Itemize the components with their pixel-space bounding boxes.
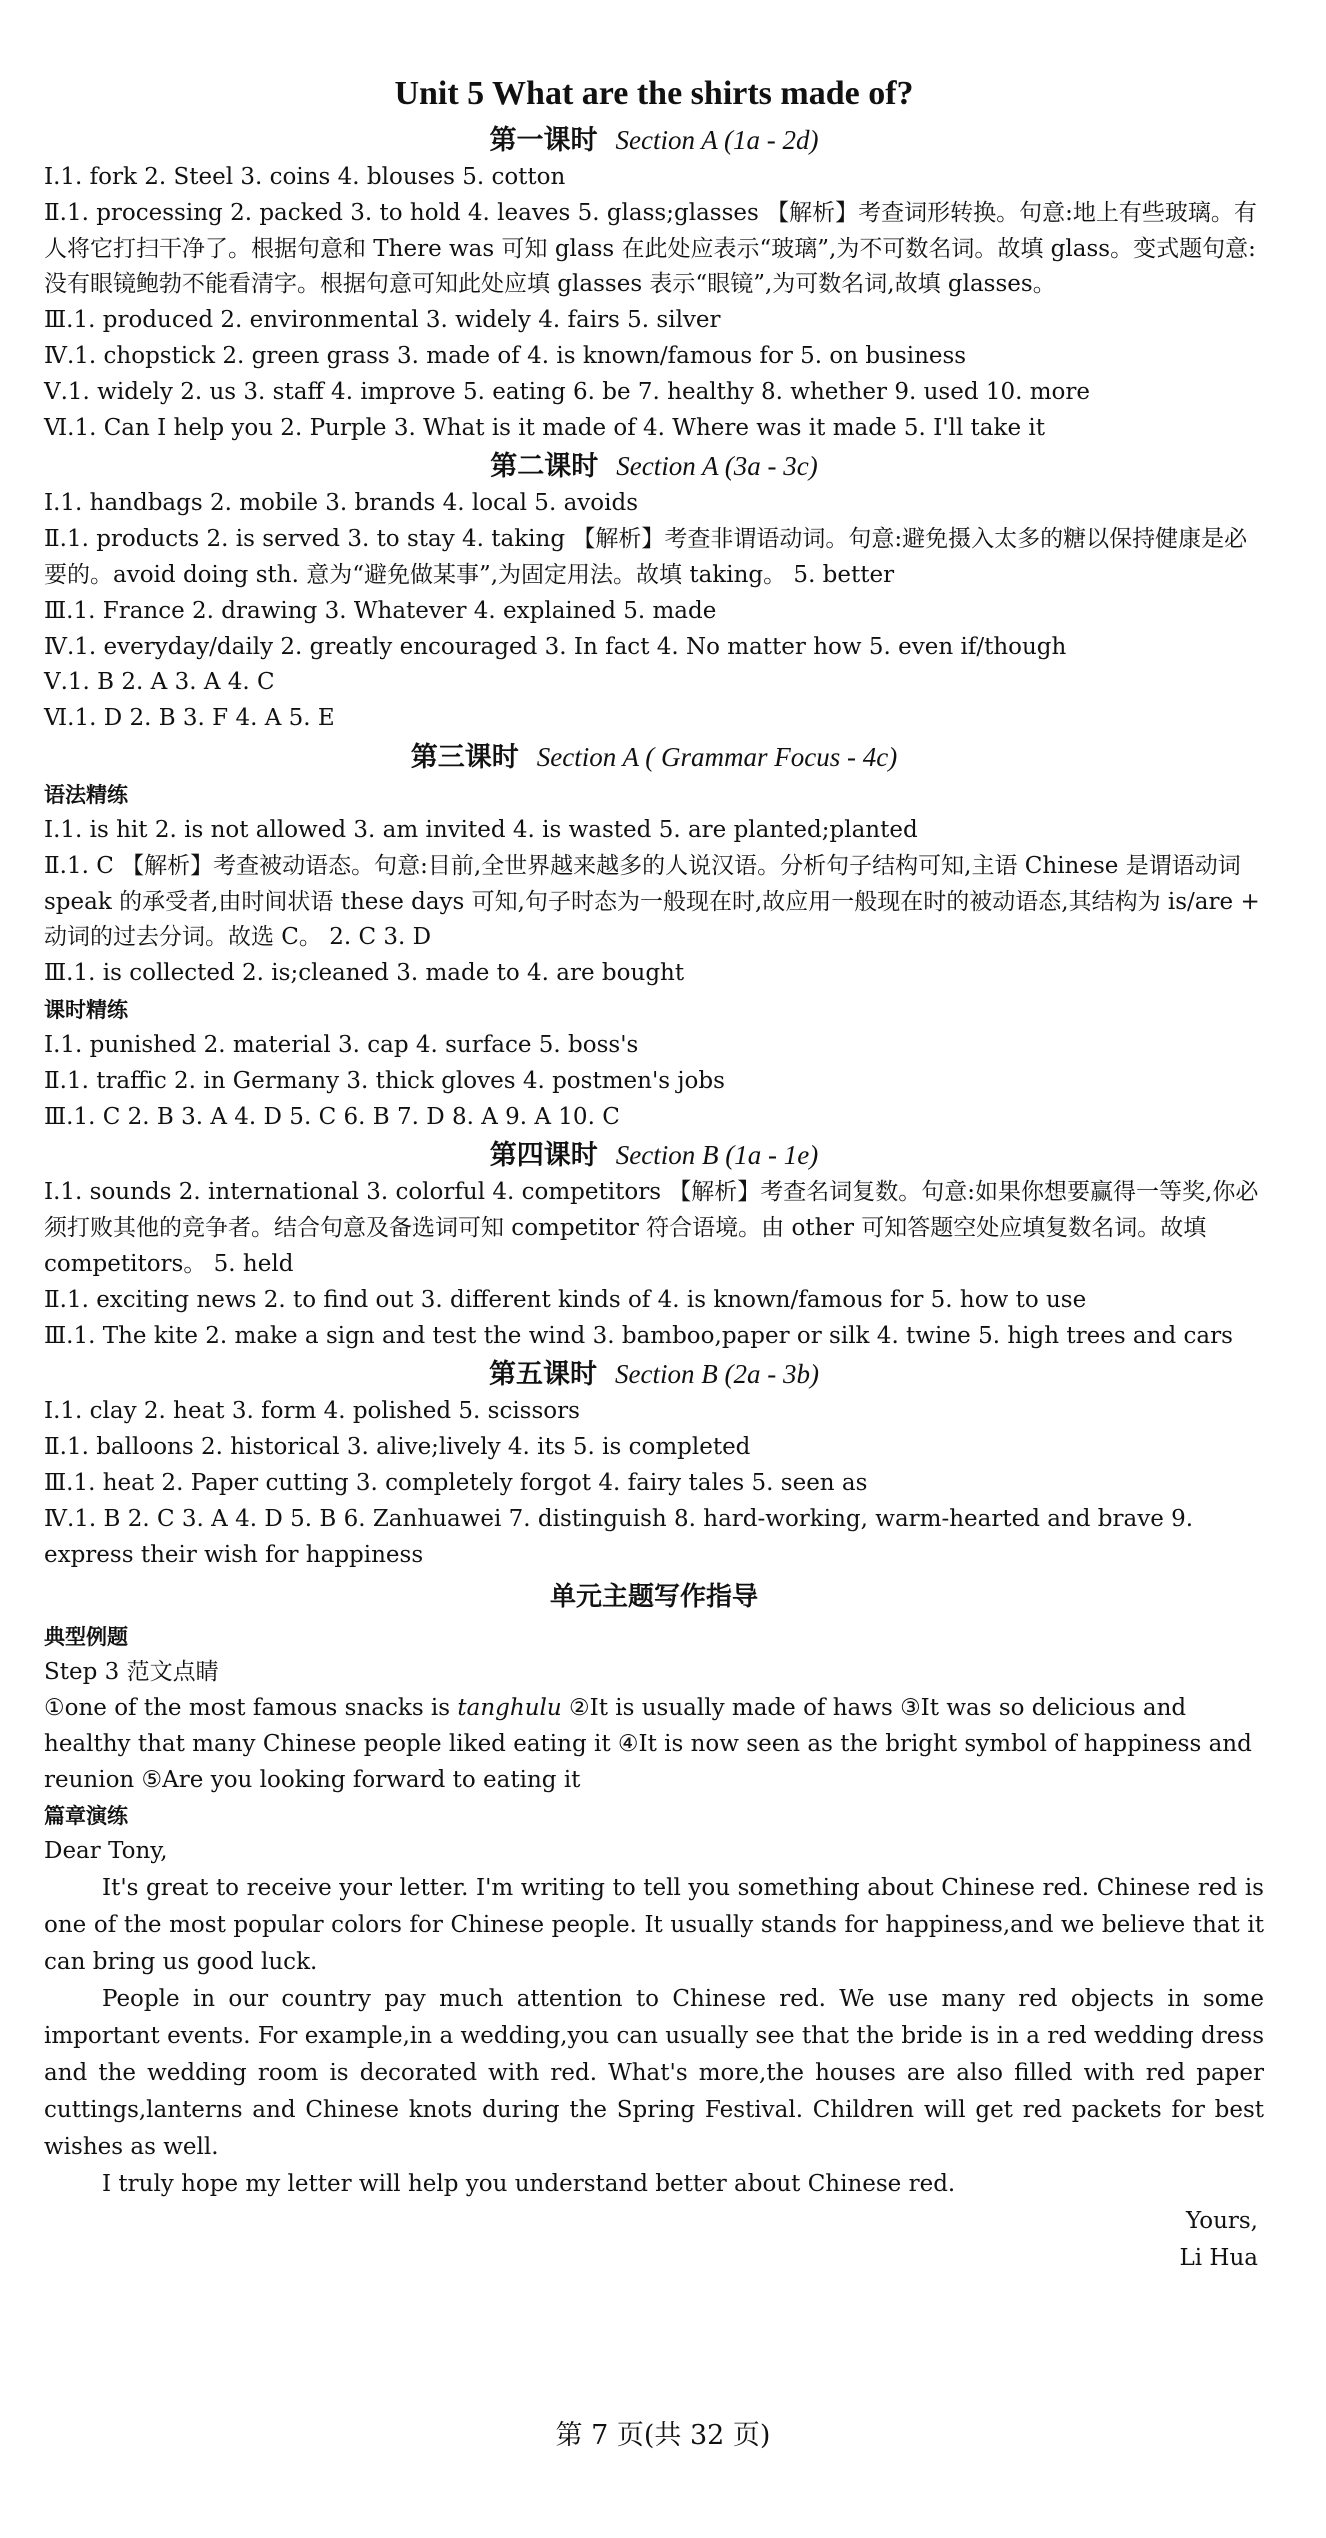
model-answers <box>44 1691 1264 1798</box>
lesson-en: Section A ( Grammar Focus - 4c) <box>536 741 898 772</box>
lesson-zh: 第四课时 <box>489 1140 598 1171</box>
lesson-en: Section B (2a - 3b) <box>615 1359 819 1390</box>
practice-section-label: 篇章演练 <box>44 1804 128 1829</box>
lesson-1-answers <box>44 160 1264 446</box>
model-answers-rest: ②It is usually made of haws ③It was so delicious and healthy that many Chinese people liked eating it ④It is now seen as the bright symbol of happiness and reunion ⑤Are you looking forward to eating it <box>44 1695 1252 1793</box>
answer-line: Ⅳ.1. B 2. C 3. A 4. D 5. B 6. Zanhuawei 7. distinguish 8. hard-working, warm-hearted and brave 9. express their wish for happiness <box>44 1505 1194 1568</box>
lesson-zh: 第二课时 <box>490 451 599 482</box>
answer-line: Ⅲ.1. C 2. B 3. A 4. D 5. C 6. B 7. D 8. A 9. A 10. C <box>44 1103 620 1130</box>
answer-line: Ⅱ.1. balloons 2. historical 3. alive;lively 4. its 5. is completed <box>44 1434 751 1461</box>
answer-line: Ⅲ.1. produced 2. environmental 3. widely 4. fairs 5. silver <box>44 307 721 334</box>
lesson-heading-5 <box>44 1354 1264 1394</box>
lesson-heading-1 <box>44 120 1264 160</box>
lesson-3-grammar-answers <box>44 813 1264 992</box>
answer-line: Ⅰ.1. fork 2. Steel 3. coins 4. blouses 5. cotton <box>44 164 566 190</box>
letter-paragraph: It's great to receive your letter. I'm writing to tell you something about Chinese red. Chinese red is one of the most popular colors for Chinese people. It usually stands for happiness,and we believe that it can bring us good luck. <box>44 1875 1264 1976</box>
lesson-heading-2 <box>44 446 1264 486</box>
answer-line: Ⅱ.1. products 2. is served 3. to stay 4. taking 【解析】考查非谓语动词。句意:避免摄入太多的糖以保持健康是必要的。avoid doing sth. 意为“避免做某事”,为固定用法。故填 taking。 5. better <box>44 526 1248 588</box>
answer-line: Ⅲ.1. is collected 2. is;cleaned 3. made to 4. are bought <box>44 960 685 987</box>
lesson-2-answers <box>44 486 1264 737</box>
answer-line: Ⅵ.1. Can I help you 2. Purple 3. What is it made of 4. Where was it made 5. I'll take it <box>44 414 1045 441</box>
unit-title: Unit 5 What are the shirts made of? <box>394 75 914 112</box>
lesson-heading-4 <box>44 1135 1264 1175</box>
model-answer-1-italic: tanghulu <box>457 1695 562 1722</box>
answer-line: Ⅳ.1. chopstick 2. green grass 3. made of 4. is known/famous for 5. on business <box>44 342 967 369</box>
lesson-en: Section A (3a - 3c) <box>616 451 818 482</box>
answer-line: Ⅴ.1. B 2. A 3. A 4. C <box>44 669 275 696</box>
answer-line: Ⅴ.1. widely 2. us 3. staff 4. improve 5. eating 6. be 7. healthy 8. whether 9. used 10. more <box>44 378 1091 405</box>
lesson-heading-3 <box>44 737 1264 777</box>
answer-line: Ⅳ.1. everyday/daily 2. greatly encouraged 3. In fact 4. No matter how 5. even if/though <box>44 633 1067 660</box>
answer-line: Ⅰ.1. clay 2. heat 3. form 4. polished 5. scissors <box>44 1398 580 1425</box>
lesson-zh: 第三课时 <box>410 741 519 772</box>
lesson-5-answers <box>44 1394 1264 1573</box>
answer-line: Ⅵ.1. D 2. B 3. F 4. A 5. E <box>44 705 335 732</box>
model-answer-1: ①one of the most famous snacks is <box>44 1695 458 1722</box>
example-label: 典型例题 <box>44 1625 128 1650</box>
letter-paragraph: People in our country pay much attention to Chinese red. We use many red objects in some important events. For example,in a wedding,you can usually see that the bride is in a red wedding dress and the wedding room is decorated with red. What's more,the houses are also filled with red paper cuttings,lanterns and Chinese knots during the Spring Festival. Children will get red packets for best wishes as well. <box>44 1986 1264 2161</box>
lesson-4-answers <box>44 1175 1264 1354</box>
answer-line: Ⅱ.1. exciting news 2. to find out 3. different kinds of 4. is known/famous for 5. how to use <box>44 1286 1087 1313</box>
practice-label: 课时精练 <box>44 997 128 1022</box>
lesson-en: Section B (1a - 1e) <box>615 1140 819 1171</box>
answer-line: Ⅰ.1. sounds 2. international 3. colorful 4. competitors 【解析】考查名词复数。句意:如果你想要赢得一等奖,你必须打败其他的竞争者。结合句意及备选词可知 competitor 符合语境。由 other 可知答题空处应填复数名词。故填 competitors。 5. held <box>44 1179 1259 1277</box>
grammar-label: 语法精练 <box>44 782 128 807</box>
letter-closing: Yours, <box>1186 2208 1258 2235</box>
answer-line: Ⅲ.1. heat 2. Paper cutting 3. completely forgot 4. fairy tales 5. seen as <box>44 1469 868 1496</box>
answer-line: Ⅲ.1. France 2. drawing 3. Whatever 4. explained 5. made <box>44 597 717 624</box>
lesson-3-practice-answers <box>44 1028 1264 1135</box>
answer-line: Ⅱ.1. processing 2. packed 3. to hold 4. leaves 5. glass;glasses 【解析】考查词形转换。句意:地上有些玻璃。有人将它打扫干净了。根据句意和 There was 可知 glass 在此处应表示“玻璃”,为不可数名词。故填 glass。变式题句意:没有眼镜鲍勃不能看清字。根据句意可知此处应填 glasses 表示“眼镜”,为可数名词,故填 glasses。 <box>44 199 1257 298</box>
answer-line: Ⅰ.1. is hit 2. is not allowed 3. am invited 4. is wasted 5. are planted;planted <box>44 816 918 843</box>
letter-signature: Li Hua <box>1179 2245 1258 2272</box>
answer-line: Ⅰ.1. punished 2. material 3. cap 4. surface 5. boss's <box>44 1031 639 1058</box>
step-label: Step 3 范文点睛 <box>44 1659 219 1686</box>
lesson-en: Section A (1a - 2d) <box>615 125 819 155</box>
answer-line: Ⅱ.1. traffic 2. in Germany 3. thick gloves 4. postmen's jobs <box>44 1067 725 1094</box>
letter-paragraph: I truly hope my letter will help you understand better about Chinese red. <box>102 2171 956 2198</box>
lesson-zh: 第一课时 <box>489 125 598 155</box>
page-footer: 第 7 页(共 32 页) <box>555 2420 771 2451</box>
answer-line: Ⅲ.1. The kite 2. make a sign and test the wind 3. bamboo,paper or silk 4. twine 5. high trees and cars <box>44 1322 1233 1349</box>
writing-heading: 单元主题写作指导 <box>549 1582 758 1613</box>
answer-line: Ⅰ.1. handbags 2. mobile 3. brands 4. local 5. avoids <box>44 490 639 517</box>
lesson-zh: 第五课时 <box>489 1359 598 1390</box>
letter-greeting: Dear Tony, <box>44 1838 168 1865</box>
answer-line: Ⅱ.1. C 【解析】考查被动语态。句意:目前,全世界越来越多的人说汉语。分析句子结构可知,主语 Chinese 是谓语动词 speak 的承受者,由时间状语 these days 可知,句子时态为一般现在时,故应用一般现在时的被动语态,其结构为 is/are + 动词的过去分词。故选 C。 2. C 3. D <box>44 852 1260 951</box>
